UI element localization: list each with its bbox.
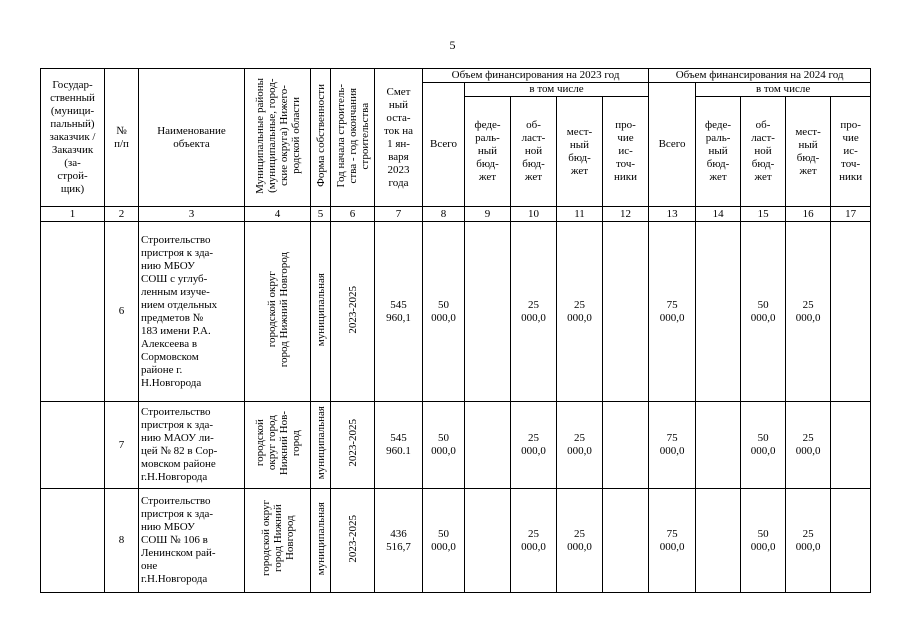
row-2023-regional: 25 000,0 [511, 489, 557, 593]
row-customer [41, 489, 105, 593]
row-ownership: муниципальная [311, 489, 331, 593]
header-ownership: Форма собственности [311, 69, 331, 207]
page-number: 5 [449, 38, 456, 52]
row-2023-local: 25 000,0 [557, 489, 603, 593]
row-2023-local: 25 000,0 [557, 222, 603, 402]
header-2023-regional: об- ласт- ной бюд- жет [511, 97, 557, 207]
row-years: 2023-2025 [331, 402, 375, 489]
row-2023-other [603, 402, 649, 489]
row-2024-other [831, 222, 871, 402]
header-years: Год начала строитель- ства - год окончания строительства [331, 69, 375, 207]
header-2024-local: мест- ный бюд- жет [786, 97, 831, 207]
column-number: 11 [557, 207, 603, 222]
row-2024-regional: 50 000,0 [741, 222, 786, 402]
row-object-name: Строительство пристроя к зда- нию МБОУ СОШ № 106 в Ленинском рай- оне г.Н.Новгорода [139, 489, 245, 593]
row-district: городской округ город Нижний Нов- город [245, 402, 311, 489]
row-years: 2023-2025 [331, 489, 375, 593]
row-years: 2023-2025 [331, 222, 375, 402]
row-2023-federal [465, 222, 511, 402]
row-ownership: муниципальная [311, 222, 331, 402]
header-financing-2023: Объем финансирования на 2023 год [423, 69, 649, 83]
row-2024-local: 25 000,0 [786, 222, 831, 402]
row-2024-local: 25 000,0 [786, 489, 831, 593]
column-number: 12 [603, 207, 649, 222]
row-number: 7 [105, 402, 139, 489]
header-2023-other: про- чие ис- точ- ники [603, 97, 649, 207]
header-2024-regional: об- ласт- ной бюд- жет [741, 97, 786, 207]
header-object-name: Наименование объекта [139, 69, 245, 207]
row-2023-regional: 25 000,0 [511, 402, 557, 489]
row-2024-federal [696, 222, 741, 402]
investment-table [40, 68, 871, 593]
column-number: 17 [831, 207, 871, 222]
header-2024-including: в том числе [696, 83, 871, 97]
header-remaining-cost: Смет ный оста- ток на 1 ян- варя 2023 года [375, 69, 423, 207]
column-number: 8 [423, 207, 465, 222]
row-object-name: Строительство пристроя к зда- нию МАОУ ли- цей № 82 в Сор- мовском районе г.Н.Новгорода [139, 402, 245, 489]
table-row [41, 402, 871, 489]
row-number: 8 [105, 489, 139, 593]
row-customer [41, 222, 105, 402]
column-number: 3 [139, 207, 245, 222]
row-2024-other [831, 402, 871, 489]
header-financing-2024: Объем финансирования на 2024 год [649, 69, 871, 83]
table-row [41, 489, 871, 593]
column-number: 15 [741, 207, 786, 222]
column-number: 6 [331, 207, 375, 222]
column-number: 4 [245, 207, 311, 222]
header-number: № п/п [105, 69, 139, 207]
row-ownership: муниципальная [311, 402, 331, 489]
row-district: городской округ город Нижний Новгород [245, 222, 311, 402]
column-number: 1 [41, 207, 105, 222]
row-2024-other [831, 489, 871, 593]
row-2024-total: 75 000,0 [649, 489, 696, 593]
row-2024-total: 75 000,0 [649, 222, 696, 402]
row-2023-total: 50 000,0 [423, 489, 465, 593]
row-remaining-cost: 436 516,7 [375, 489, 423, 593]
header-2024-other: про- чие ис- точ- ники [831, 97, 871, 207]
column-number: 14 [696, 207, 741, 222]
column-number: 13 [649, 207, 696, 222]
row-remaining-cost: 545 960.1 [375, 402, 423, 489]
row-2023-federal [465, 402, 511, 489]
row-2024-total: 75 000,0 [649, 402, 696, 489]
header-2023-including: в том числе [465, 83, 649, 97]
header-2023-local: мест- ный бюд- жет [557, 97, 603, 207]
column-number: 9 [465, 207, 511, 222]
row-2023-federal [465, 489, 511, 593]
row-2024-federal [696, 402, 741, 489]
row-2023-other [603, 222, 649, 402]
column-number: 7 [375, 207, 423, 222]
row-2024-federal [696, 489, 741, 593]
row-object-name: Строительство пристроя к зда- нию МБОУ СОШ с углуб- ленным изуче- нием отдельных предметов № 183 имени Р.А. Алексеева в Сормовском районе г. Н.Новгорода [139, 222, 245, 402]
header-2024-federal: феде- раль- ный бюд- жет [696, 97, 741, 207]
row-district: городской округ город Нижний Новгород [245, 489, 311, 593]
row-2023-local: 25 000,0 [557, 402, 603, 489]
header-2024-total: Всего [649, 83, 696, 207]
header-2023-total: Всего [423, 83, 465, 207]
row-2024-regional: 50 000,0 [741, 489, 786, 593]
row-customer [41, 402, 105, 489]
column-number: 10 [511, 207, 557, 222]
row-2023-total: 50 000,0 [423, 222, 465, 402]
row-2024-regional: 50 000,0 [741, 402, 786, 489]
row-2023-total: 50 000,0 [423, 402, 465, 489]
header-2023-federal: феде- раль- ный бюд- жет [465, 97, 511, 207]
row-2023-regional: 25 000,0 [511, 222, 557, 402]
column-number: 2 [105, 207, 139, 222]
column-number: 5 [311, 207, 331, 222]
table-row [41, 222, 871, 402]
row-2023-other [603, 489, 649, 593]
row-2024-local: 25 000,0 [786, 402, 831, 489]
header-district: Муниципальные районы (муниципальные, город- ские округа) Нижего- родской области [245, 69, 311, 207]
header-customer: Государ- ственный (муници- пальный) заказчик / Заказчик (за- строй- щик) [41, 69, 105, 207]
row-remaining-cost: 545 960,1 [375, 222, 423, 402]
row-number: 6 [105, 222, 139, 402]
column-number: 16 [786, 207, 831, 222]
